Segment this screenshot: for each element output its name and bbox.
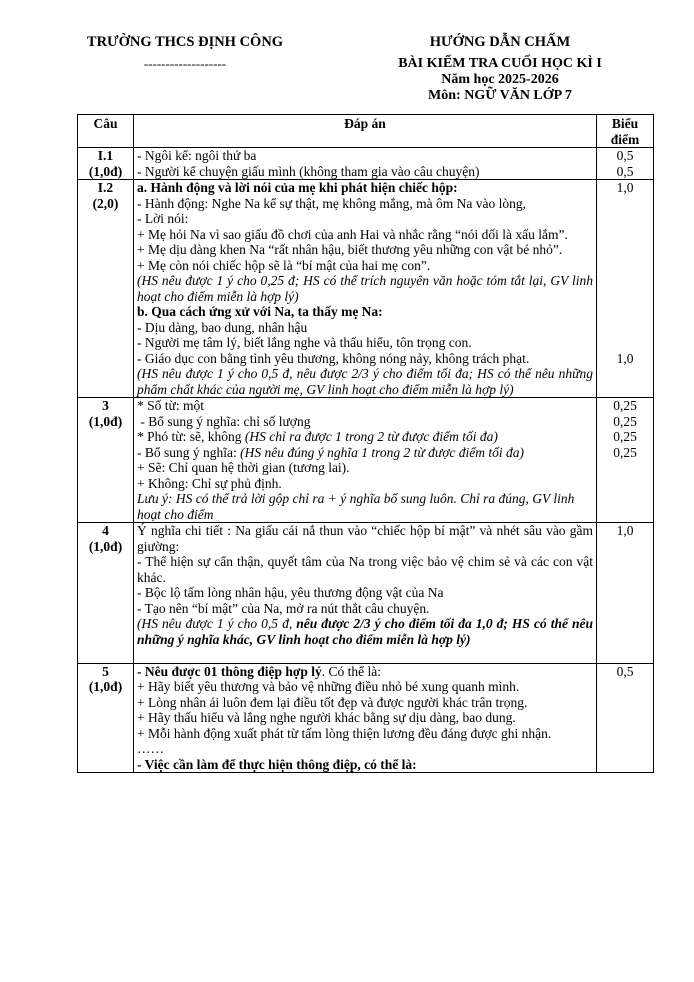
answer-line (137, 664, 593, 680)
answer-line: Ý nghĩa chi tiết : Na giấu cái nắ thun vào “chiếc hộp bí mật” và nhét sâu vào gầm giường: (137, 523, 593, 554)
answer-heading: - Nêu được 01 thông điệp hợp lý (137, 663, 322, 679)
answer-line: - Lời nói: (137, 211, 189, 226)
question-points: (1,0đ) (88, 413, 123, 429)
exam-title: BÀI KIỂM TRA CUỐI HỌC KÌ I (398, 56, 602, 71)
score-value: 1,0 (616, 350, 634, 366)
question-number: 5 (102, 663, 109, 679)
table-row (78, 148, 654, 180)
table-row (78, 180, 654, 398)
answer-line: - Bổ sung ý nghĩa: chỉ số lượng (137, 413, 311, 429)
question-points: (1,0đ) (88, 538, 123, 554)
answer-line (137, 429, 593, 445)
answer-text: . Có thể là: (321, 663, 381, 679)
answer-line: - Người kể chuyện giấu mình (không tham gia vào câu chuyện) (137, 163, 480, 179)
question-cell (78, 398, 134, 523)
answer-text: * Phó từ: sẽ, không (137, 429, 245, 444)
doc-title: HƯỚNG DẪN CHẤM (429, 34, 571, 50)
school-year: Năm học 2025-2026 (441, 72, 559, 87)
answer-text: - Bổ sung ý nghĩa: (137, 444, 241, 460)
score-value: 0,25 (613, 444, 637, 460)
table-row (78, 523, 654, 664)
answer-line: - Tạo nên “bí mật” của Na, mở ra nút thắt câu chuyện. (137, 600, 430, 616)
table-header-row (78, 115, 654, 148)
answer-line: - Người mẹ tâm lý, biết lắng nghe và thấu hiểu, tôn trọng con. (137, 335, 472, 350)
subject: Môn: NGỮ VĂN LỚP 7 (428, 88, 572, 103)
answer-line: + Sẽ: Chỉ quan hệ thời gian (tương lai). (137, 460, 350, 475)
score-cell (597, 523, 654, 664)
question-cell (78, 180, 134, 398)
header-answer: Đáp án (134, 115, 597, 148)
answer-line: * Số từ: một (137, 398, 204, 413)
section-heading: a. Hành động và lời nói của mẹ khi phát hiện chiếc hộp: (137, 180, 458, 195)
header-question: Câu (78, 115, 134, 148)
header-score-line2: điểm (610, 131, 640, 147)
table-row (78, 398, 654, 523)
answer-line: - Giáo dục con bằng tình yêu thương, không nóng nảy, không trách phạt. (137, 350, 530, 366)
score-value: 0,25 (613, 398, 637, 413)
answer-line (137, 445, 593, 461)
score-value: 0,25 (613, 429, 637, 444)
question-points: (1,0đ) (88, 679, 123, 694)
grading-note (137, 616, 593, 647)
question-points: (1,0đ) (88, 163, 123, 179)
question-cell (78, 663, 134, 773)
school-name: TRƯỜNG THCS ĐỊNH CÔNG (86, 34, 284, 50)
answer-line: + Mẹ hỏi Na vì sao giấu đồ chơi của anh Hai và nhắc rằng “nói dối là xấu lắm”. (137, 226, 568, 242)
answer-line: + Mẹ dịu dàng khen Na “rất nhân hậu, biết thương yêu những con vật bé nhỏ”. (137, 242, 563, 257)
score-cell (597, 398, 654, 523)
question-cell (78, 523, 134, 664)
score-value: 0,25 (613, 413, 637, 429)
score-value: 1,0 (616, 180, 634, 195)
answer-heading: - Việc cần làm để thực hiện thông điệp, có thể là: (137, 756, 417, 772)
answer-cell (134, 148, 597, 180)
score-cell (597, 180, 654, 398)
score-value: 0,5 (616, 163, 634, 179)
answer-line: - Bộc lộ tấm lòng nhân hậu, yêu thương động vật của Na (137, 585, 444, 600)
answer-line: + Lòng nhân ái luôn đem lại điều tốt đẹp và được người khác trân trọng. (137, 694, 528, 710)
score-value: 0,5 (616, 148, 634, 163)
note-emphasis: nêu được 2/3 ý cho điểm tối đa 1,0 đ; HS có thể nêu những ý nghĩa khác, GV linh hoạt cho điểm miễn là hợp lý) (137, 616, 594, 647)
question-number: I.1 (97, 148, 114, 163)
answer-line: + Hãy thấu hiểu và lắng nghe người khác bằng sự dịu dàng, bao dung. (137, 710, 516, 725)
question-points: (2,0) (92, 195, 119, 211)
school-underline: ------------------- (143, 56, 227, 71)
answer-line: - Ngôi kể: ngôi thứ ba (137, 148, 257, 163)
question-number: I.2 (97, 180, 114, 195)
score-cell (597, 663, 654, 773)
score-cell (597, 148, 654, 180)
grading-note: (HS nêu đúng ý nghĩa 1 trong 2 từ được điểm tối đa) (240, 444, 525, 460)
answer-cell (134, 523, 597, 664)
answer-line: + Hãy biết yêu thương và bảo vệ những điều nhỏ bé xung quanh mình. (137, 679, 520, 694)
header-score (597, 115, 654, 148)
answer-cell (134, 398, 597, 523)
answer-line: - Hành động: Nghe Na kể sự thật, mẹ không mắng, mà ôm Na vào lòng, (137, 195, 526, 211)
section-heading: b. Qua cách ứng xử với Na, ta thấy mẹ Na: (137, 304, 383, 319)
answer-line: - Thể hiện sự cẩn thận, quyết tâm của Na trong việc bảo vệ chim sẻ và các con vật khác. (137, 554, 593, 585)
grading-note: (HS chỉ ra được 1 trong 2 từ được điểm tối đa) (244, 429, 498, 444)
question-cell (78, 148, 134, 180)
grading-note: (HS nêu được 1 ý cho 0,25 đ; HS có thể trích nguyên văn hoặc tóm tắt lại, GV linh hoạt cho điểm miễn là hợp lý) (137, 273, 593, 304)
answer-line: + Mẹ còn nói chiếc hộp sẽ là “bí mật của hai mẹ con”. (137, 257, 431, 273)
grading-table (77, 114, 654, 773)
grading-note: (HS nêu được 1 ý cho 0,5 đ, nêu được 2/3 ý cho điểm tối đa; HS có thể nêu những phẩm chất khác của người mẹ, GV linh hoạt cho điểm miễn là hợp lý) (137, 366, 593, 397)
grading-note: Lưu ý: HS có thể trả lời gộp chỉ ra + ý nghĩa bổ sung luôn. Chỉ ra đúng, GV linh hoạt cho điểm (137, 491, 575, 522)
answer-cell (134, 180, 597, 398)
school-header (40, 34, 330, 72)
answer-line: + Không: Chỉ sự phủ định. (137, 475, 282, 491)
header-score-line1: Biểu (611, 116, 639, 131)
document-title-block (330, 34, 670, 104)
score-value: 1,0 (616, 523, 634, 538)
question-number: 4 (102, 523, 109, 538)
answer-line: - Dịu dàng, bao dung, nhân hậu (137, 319, 308, 335)
question-number: 3 (102, 398, 109, 413)
note-text: (HS nêu được 1 ý cho 0,5 đ, (137, 616, 297, 631)
answer-line: …… (137, 741, 164, 756)
score-value: 0,5 (616, 663, 634, 679)
table-row (78, 663, 654, 773)
answer-line: + Mỗi hành động xuất phát từ tấm lòng thiện lương đều đáng được ghi nhận. (137, 725, 552, 741)
answer-cell (134, 663, 597, 773)
